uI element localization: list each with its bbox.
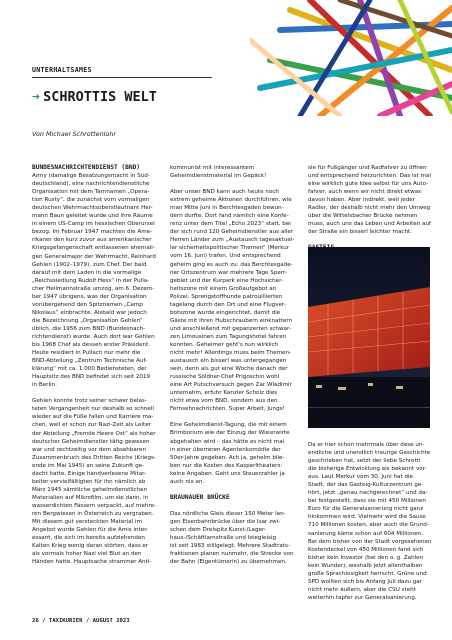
text-line: davon haben. Aber indirekt, weil jeder <box>308 197 415 204</box>
text-line: in einem US-Camp im hessischen Oberursel <box>32 221 155 228</box>
text-line: geschrieben hat, setzt der liebe Schrotti <box>308 458 421 465</box>
text-line: Hauptsitz des BND befindet sich seit 2019 <box>32 374 151 381</box>
text-line: der Abteilung „Fremde Heere Ost“ als hoher <box>32 430 156 437</box>
text-line: aus. Laut Merkur vom 30. Juni hat die <box>308 474 413 481</box>
text-line: große Sprachlosigkeit herrscht. Grüne und <box>308 570 427 577</box>
text-line: extrem geheime Aktionen durchführen, wie <box>170 197 292 204</box>
text-line: nicht etwa vom BND, sondern aus den <box>170 398 278 405</box>
text-line: über die Wittelsbacher Brücke nehmen <box>308 213 418 220</box>
text-line: als vormals hoher Nazi viel Blut an den <box>32 551 142 558</box>
text-line: muss, auch uns das Leben und Arbeiten auf <box>308 221 431 228</box>
text-line: auch nix an. <box>170 478 205 485</box>
text-line: „Reichssiedlung Rudolf Hess“ in der Pulla- <box>32 277 150 284</box>
text-line: richtendienst) wurde. Auch dort war Gehlen <box>32 333 155 340</box>
text-line: üblich, die 1956 zum BND (Bundesnach- <box>32 325 146 332</box>
text-line: vom 16. Juni) trafen. Und entsprechend <box>170 253 281 260</box>
paragraph-gap <box>32 389 156 397</box>
text-line: teten Vergangenheit nur deshalb so schnell <box>32 406 154 413</box>
text-line: Gehlen konnte trotz seiner schwer belas- <box>32 398 147 405</box>
text-line: Kriegsgefangenschaft entlassenen ehemali- <box>32 245 155 252</box>
text-line: Army (damalige Besatzungsmacht in Süd- <box>32 173 150 180</box>
text-line: botszone wurde eingerichtet, damit die <box>170 309 281 316</box>
text-line: gen Eisenbahnbrücke über die Isar zwi- <box>170 518 281 525</box>
text-line: Gäste mit ihren Hubschraubern einknattern <box>170 317 293 324</box>
text-line: tagelang durch den Ort und eine Flugver- <box>170 301 286 308</box>
text-line: der Straße ein bisserl leichter macht. <box>308 229 412 236</box>
text-line: fahrer, auch wenn wir nicht direkt etwas <box>308 189 422 196</box>
text-line: in Berlin. <box>32 382 57 389</box>
text-line: dern durfte. Dort fand nämlich eine Konfe- <box>170 213 289 220</box>
text-line: bezog. Im Februar 1947 machten die Ame- <box>32 229 153 236</box>
text-line: klärung“ mit ca. 1.000 Bediensteten, der <box>32 366 147 373</box>
text-line: Angebot wurde Gehlen für die Amis inter- <box>32 527 149 534</box>
headline-text: SCHROTTIS WELT <box>43 89 157 105</box>
text-column-3-bottom <box>308 441 432 602</box>
text-column-2 <box>170 164 294 566</box>
text-line: geheim ging es auch zu: das Berchtesgade- <box>170 261 293 268</box>
text-line: wieder auf die Füße fallen und Karriere ma- <box>32 414 154 421</box>
text-line: Brimborium wie der Einzug der Wiesnwirte <box>170 430 290 437</box>
text-line: man Mitte Juni in Berchtesgaden bewun- <box>170 205 284 212</box>
page-footer: 26 / TAXIKURIER / AUGUST 2023 <box>32 618 130 624</box>
text-line: beiter vervielfältigten für ihn nämlich ab <box>32 478 146 485</box>
text-line: ler sicherheitspolitischer Themen“ (Merkur <box>170 245 290 252</box>
text-line: sein, denn als gut eine Woche danach der <box>170 366 288 373</box>
text-line: die bisherige Entwicklung als bekannt vor- <box>308 466 427 473</box>
text-line: ber 1947 übrigens, was der Organisation <box>32 293 147 300</box>
text-line: deutscher Geheimdienstler tätig gewesen <box>32 438 150 445</box>
text-line: Polizei. Sprengstoffhunde patrouillierten <box>170 293 283 300</box>
paragraph-gap <box>170 486 294 494</box>
text-line: Heute residiert in Pullach nur mehr die <box>32 350 141 357</box>
text-line: austausch ein bisserl was untergegangen <box>170 358 287 365</box>
text-line: darauf mit dem Laden in die vormalige <box>32 269 142 276</box>
text-line: nicht mehr äußern, aber die CSU steht <box>308 586 416 593</box>
text-line: 710 Millionen kosten, aber auch die Grund- <box>308 522 429 529</box>
text-line: haus-/Schäftlarnstraße und Istegleisig <box>170 534 277 541</box>
text-line: Bei dem bisher von der Stadt vorgesehenen <box>308 538 432 545</box>
text-line: zen Limousinen zum Tagungshotel fahren <box>170 333 287 340</box>
text-line: ende im Mai 1945) an seine Zukunft ge- <box>32 462 145 469</box>
arrow-right-icon: ➔ <box>32 89 41 105</box>
text-line: in einer überreren Agentenkomödie der <box>170 446 281 453</box>
text-line: SPD wollten sich bis Anfang Juli dazu gar <box>308 578 422 585</box>
text-line: weiterhin tapfer zur Generalsanierung. <box>308 594 417 601</box>
text-line: ist seit 1983 stillgelegt. Mehrere Stadtrats- <box>170 543 290 550</box>
text-line: mann Baun geleitet wurde und ihre Räume <box>32 213 153 220</box>
text-line: Kalten Krieg wenig daran störten, dass er <box>32 543 149 550</box>
text-line: bei festgestellt, dass sie mit 450 Millionen <box>308 498 426 505</box>
text-line: eine wirklich gute Idee selbst für uns Auto- <box>308 181 429 188</box>
text-line: 50er-Jahre gegeben. Ach ja, gehelm blie- <box>170 454 285 461</box>
text-line: sanierung käme schon auf 604 Millionen. <box>308 530 424 537</box>
text-line: konnten. Geheimer geht's nun wirklich <box>170 341 279 348</box>
text-line: nicht mehr! Allerdings muss beim Themen- <box>170 350 292 357</box>
text-line: ner Ortszentrum war mehrere Tage Sperr- <box>170 269 287 276</box>
text-line: wasserdichten Fässern verpackt, auf mehre- <box>32 502 156 509</box>
text-line: fraktionen planen nunmehr, die Strecke von <box>170 551 294 558</box>
text-line: chen, weil er schon zur Nazi-Zeit als Leiter <box>32 422 151 429</box>
text-line: Geheimdienstmaterial im Gepäck! <box>170 173 267 180</box>
subheading: BRAUNAUER BRÜCKE <box>170 493 230 501</box>
text-line: Zusammenbruch des Dritten Reichs (Kriegs- <box>32 454 156 461</box>
paragraph-gap <box>170 180 294 188</box>
colored-pencils-image <box>250 0 452 116</box>
text-line: rikaner den kurz zuvor aus amerikanischer <box>32 237 152 244</box>
text-line: Radler, der deshalb nicht mehr den Umweg <box>308 205 431 212</box>
text-line: März 1945 sämtliche geheimdienstlichen <box>32 486 148 493</box>
text-line: sie für Fußgänger und Radfahrer zu öffnen <box>308 165 427 171</box>
text-line: gebiet und der Kurpark eine Hochsicher- <box>170 277 284 284</box>
text-line: heitszone mit einem Großaufgebot an <box>170 285 277 292</box>
text-line: keine Angaben. Geht uns Steuerzahler ja <box>170 470 285 477</box>
text-line: cher Heilmannstraße umzog, am 6. Dezem- <box>32 285 155 292</box>
text-line: deutschland), eine nachrichtendienstliche <box>32 181 150 188</box>
text-line: Kostendeckel von 450 Millionen fand sich <box>308 546 424 553</box>
text-line: Herren Länder zum „Austausch tagesaktuel- <box>170 237 295 244</box>
text-line: endliche und unendlich traurige Geschichte <box>308 450 431 457</box>
text-line: ben nur die Kosten des Kasperltheaters: <box>170 462 283 469</box>
text-line: Stadt, der das Gasteig-Kulturzentrum ge- <box>308 482 424 489</box>
text-line: deutschen Wehrmachtsoberstleutnant Her- <box>32 205 153 212</box>
text-line: russische Söldner-Chef Prigoschin wohl <box>170 374 280 381</box>
text-line: Da er hier schon mehrmals über dese un- <box>308 442 425 448</box>
section-rule <box>32 77 212 78</box>
text-line: Organisation mit dem Tarnnamen „Opera- <box>32 189 150 196</box>
text-line: BND-Abteilung „Zentrum Technische Auf- <box>32 358 148 365</box>
text-line: kein Wunder), weshalb jetzt allenthalben <box>308 562 423 569</box>
text-line: und anschließend mit gepanzerten schwar- <box>170 325 291 332</box>
text-line: und entsprechend herzurichten. Das ist mal <box>308 173 431 180</box>
paragraph-gap <box>308 236 432 244</box>
text-line: Das nördliche Gleis dieser 150 Meter lan- <box>170 510 286 517</box>
text-column-1 <box>32 164 156 566</box>
text-line: vorübergehend den Spitznamen „Camp <box>32 301 143 308</box>
text-line: Fernsehnachrichten. Super Arbeit, Jungs! <box>170 406 285 413</box>
gasteig-building-photo <box>308 247 430 428</box>
text-line: kommunist mit interessantem <box>170 165 255 171</box>
text-line: bisher kein Investor (bei den o. g. Zahlen <box>308 554 424 561</box>
text-line: der sich rund 120 Geheimdienstler aus aller <box>170 229 294 236</box>
section-label: UNTERHALTSAMES <box>32 66 92 74</box>
text-line: Händen hatte. Hauptsache strammer Anti- <box>32 559 152 566</box>
text-line: war und rechtzeitig vor dem absehbaren <box>32 446 146 453</box>
text-line: essant, die sich im bereits aufziehenden <box>32 535 145 542</box>
text-line: renz unter dem Titel „Echo 2023“ statt, bei <box>170 221 291 228</box>
paragraph-gap <box>170 502 294 510</box>
text-line: Eine Geheimdienst-Tagung, die mit einem <box>170 422 287 429</box>
text-line: Nikolaus“ einbrachte. Alsbald war jedoch <box>32 309 147 316</box>
subheading: BUNDESNACHRICHTENDIENST (BND) <box>32 164 141 171</box>
text-line: eine Art Putschversuch gegen Zar Wladimir <box>170 382 292 389</box>
text-line: Materialien auf Mikrofilm, um sie dann, in <box>32 494 149 501</box>
text-line: Aber unser BND kann auch heute noch <box>170 189 279 196</box>
text-line: Euro für die Generalsanierung nicht ganz <box>308 506 424 513</box>
text-line: tion Rusty“, die zunächst vom vormaligen <box>32 197 150 204</box>
text-line: schen dem Dreispitz Kunst-/Lager- <box>170 526 266 533</box>
article-headline <box>32 89 157 105</box>
author-byline: Von Michael Schrottenlohr <box>32 130 117 138</box>
text-line: der Bahn (Eigentümerin) zu übernehmen, <box>170 559 287 566</box>
text-line: hört, jetzt „genau nachgerechnet“ und da- <box>308 490 428 497</box>
text-column-3-top <box>308 164 432 252</box>
text-line: Mit diesem gut versteckten Material im <box>32 519 142 526</box>
text-line: abgehalten wird – das hätte es nicht mal <box>170 438 285 445</box>
text-line: bis 1968 Chef als dessen erster Präsident. <box>32 342 151 349</box>
text-line: dacht hatte. Einige handverlesene Mitar- <box>32 470 147 477</box>
text-line: Gehlen (1902–1979), zum Chef. Der bald <box>32 261 147 268</box>
text-line: hinkommen wird. Vielmehr wird die Sause <box>308 514 426 521</box>
text-line: ren Bergwiesen in Österreich zu vergraben. <box>32 510 154 517</box>
text-line: unternahm, erfuhr Kanzler Scholz dies <box>170 390 278 397</box>
paragraph-gap <box>170 413 294 421</box>
text-line: gen Generalmajor der Wehrmacht, Reinhard <box>32 253 156 260</box>
text-line: die Bezeichnung „Organisation Gehlen“ <box>32 317 143 324</box>
